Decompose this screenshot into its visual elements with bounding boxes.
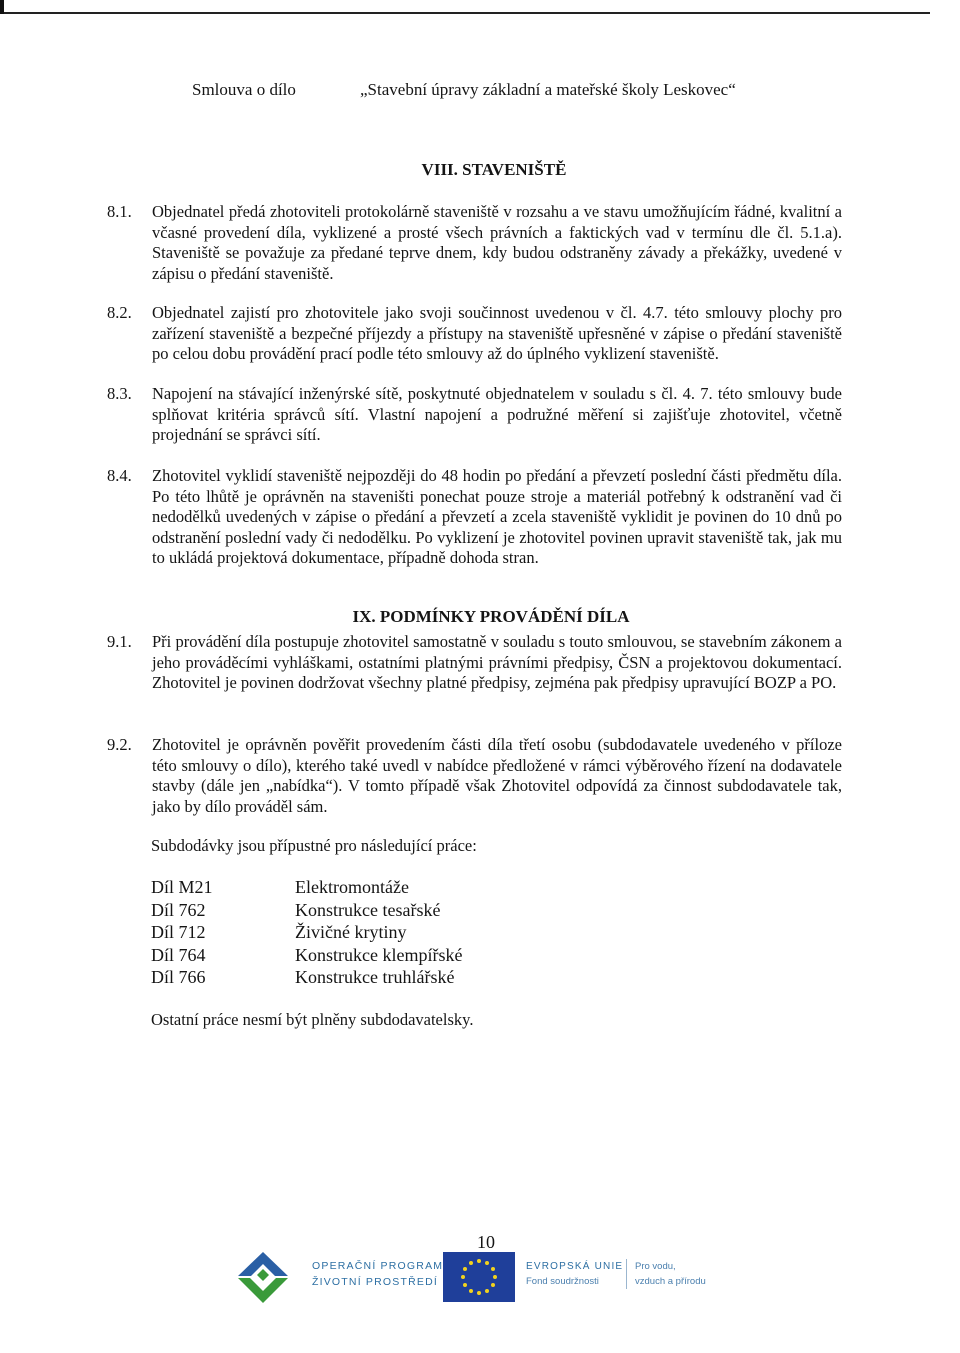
clause-9-1 — [107, 632, 842, 694]
scan-border-line — [0, 12, 930, 14]
work-item — [151, 944, 651, 967]
subcontract-intro: Subdodávky jsou přípustné pro následující práce: — [151, 836, 477, 855]
clause-number: 8.3. — [107, 384, 132, 403]
subcontract-work-list — [151, 876, 651, 989]
clause-text: Napojení na stávající inženýrské sítě, poskytnuté objednatelem v souladu s čl. 4. 7. této smlouvy bude splňovat kritéria správců sítí. Vlastní napojení a podružné měření si zajišťuje zhotovitel, včetně projednání se správci sítí. — [152, 384, 842, 445]
clause-number: 9.1. — [107, 632, 132, 651]
work-name: Elektromontáže — [295, 877, 409, 897]
work-name: Konstrukce tesařské — [295, 899, 441, 920]
scan-top-border — [0, 0, 960, 14]
op-zp-logo-icon — [228, 1248, 298, 1306]
work-name: Konstrukce truhlářské — [295, 967, 455, 987]
slogan-line-1: Pro vodu, — [635, 1261, 676, 1272]
work-code: Díl 766 — [151, 967, 206, 987]
eu-flag-icon — [443, 1252, 515, 1302]
work-item — [151, 899, 651, 922]
clause-text: Při provádění díla postupuje zhotovitel samostatně v souladu s touto smlouvou, se stavebním zákonem a jeho prováděcími vyhláškami, ostatními platnými právními předpisy, ČSN a projektovou dokumentací. Zhotovitel je povinen dodržovat všechny platné předpisy, zejména pak předpisy upravující BOZP a PO. — [152, 632, 842, 693]
clause-8-2 — [107, 303, 842, 365]
header-document-type: Smlouva o dílo — [192, 80, 296, 99]
header-project-title: „Stavební úpravy základní a mateřské školy Leskovec“ — [360, 80, 736, 99]
op-line-1: OPERAČNÍ PROGRAM — [312, 1260, 444, 1272]
clause-text: Objednatel zajistí pro zhotovitele jako svoji součinnost uvedenou v čl. 4.7. této smlouvy plochy pro zařízení staveniště a bezpečné příjezdy a přístupy na staveniště upřesněné v zápise o předání staveniště po celou dobu provádění prací podle této smlouvy až do úplného vyklizení staveniště. — [152, 303, 842, 364]
work-code: Díl 712 — [151, 922, 206, 942]
clause-9-2 — [107, 735, 842, 817]
scan-border-corner — [0, 0, 4, 14]
page-number: 10 — [477, 1232, 495, 1252]
eu-fund-label — [526, 1259, 623, 1289]
work-item — [151, 966, 651, 989]
eu-line-2: Fond soudržnosti — [526, 1276, 599, 1287]
clause-text: Zhotovitel vyklidí staveniště nejpozději do 48 hodin po předání a převzetí poslední části předmětu díla. Po této lhůtě je oprávněn na staveništi ponechat pouze stroje a materiál potřebný k odstranění vad či nedodělků uvedených v zápise o předání a převzetí a zcela staveniště vyklidit je povinen do 10 dnů po odstranění poslední vady či nedodělku. Po vyklizení je zhotovitel povinen upravit staveniště tak, jak mu to ukládá projektová dokumentace, případně dohoda stran. — [152, 466, 842, 568]
section-heading-viii: VIII. STAVENIŠTĚ — [421, 160, 567, 179]
closing-statement: Ostatní práce nesmí být plněny subdodavatelsky. — [151, 1010, 474, 1029]
clause-8-1 — [107, 202, 842, 284]
work-code: Díl 762 — [151, 899, 206, 920]
slogan-line-2: vzduch a přírodu — [635, 1276, 706, 1287]
clause-number: 8.1. — [107, 202, 132, 221]
clause-8-4 — [107, 466, 842, 569]
section-heading-ix: IX. PODMÍNKY PROVÁDĚNÍ DÍLA — [352, 607, 630, 626]
work-item — [151, 921, 651, 944]
op-program-name — [312, 1258, 443, 1290]
clause-text: Objednatel předá zhotoviteli protokolárně staveniště v rozsahu a ve stavu umožňujícím řádné, kvalitní a včasné provedení díla, vyklizené a prosté všech právních a faktických vad v termínu dle čl. 5.1.a). Staveniště se považuje za předané teprve dnem, kdy budou odstraněny závady a překážky, uvedené v zápisu o předání staveniště. — [152, 202, 842, 283]
clause-number: 8.2. — [107, 303, 132, 322]
op-line-2: ŽIVOTNÍ PROSTŘEDÍ — [312, 1276, 438, 1288]
work-code: Díl 764 — [151, 944, 206, 965]
eu-line-1: EVROPSKÁ UNIE — [526, 1261, 624, 1272]
program-slogan — [626, 1259, 706, 1289]
clause-text: Zhotovitel je oprávněn pověřit provedením části díla třetí osobu (subdodavatele uvedeného v příloze této smlouvy o dílo), kterého také uvedl v nabídce předložené v rámci výběrového řízení na dodavatele stavby (dále jen „nabídka“). V tomto případě však Zhotovitel odpovídá za činnost subdodavatele tak, jako by dílo prováděl sám. — [152, 735, 842, 816]
clause-number: 9.2. — [107, 735, 132, 754]
work-name: Živičné krytiny — [295, 922, 407, 942]
work-code: Díl M21 — [151, 877, 213, 897]
running-header — [0, 80, 960, 102]
work-name: Konstrukce klempířské — [295, 944, 463, 965]
clause-number: 8.4. — [107, 466, 132, 485]
funding-footer — [0, 1248, 960, 1308]
work-item — [151, 876, 651, 899]
clause-8-3 — [107, 384, 842, 446]
